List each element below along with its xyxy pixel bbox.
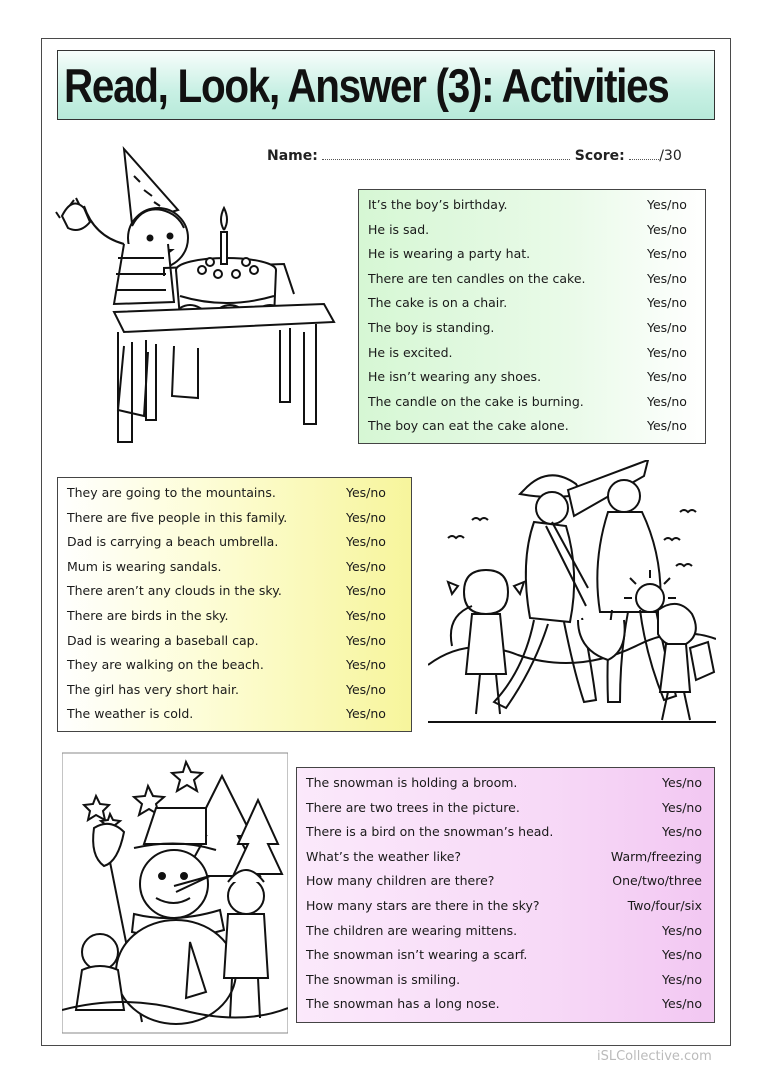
question-row: [58, 679, 411, 704]
question-row: [58, 507, 411, 532]
question-row: [297, 846, 714, 871]
question-text: He is wearing a party hat.: [368, 246, 531, 262]
answer-options[interactable]: Yes/no: [346, 657, 386, 673]
question-text: They are walking on the beach.: [67, 657, 264, 673]
question-row: [58, 482, 411, 507]
question-text: The weather is cold.: [67, 706, 194, 722]
answer-options[interactable]: Yes/no: [662, 799, 702, 815]
answer-options[interactable]: Yes/no: [346, 583, 386, 599]
question-text: There are five people in this family.: [67, 509, 288, 525]
answer-options[interactable]: Yes/no: [647, 295, 687, 311]
question-text: He isn’t wearing any shoes.: [368, 369, 542, 385]
answer-options[interactable]: Yes/no: [647, 197, 687, 212]
answer-options[interactable]: Yes/no: [346, 681, 386, 697]
question-text: How many children are there?: [306, 873, 495, 889]
question-text: He is excited.: [368, 344, 453, 360]
question-row: [58, 531, 411, 556]
answer-options[interactable]: Yes/no: [346, 534, 386, 550]
question-text: There are birds in the sky.: [67, 607, 229, 623]
question-text: The children are wearing mittens.: [306, 922, 518, 938]
question-text: The snowman has a long nose.: [306, 996, 500, 1012]
answer-options[interactable]: Yes/no: [647, 319, 687, 335]
question-text: They are going to the mountains.: [67, 485, 276, 500]
snowman-illustration: [62, 752, 288, 1034]
question-text: The girl has very short hair.: [67, 681, 239, 697]
question-text: The cake is on a chair.: [368, 295, 508, 311]
question-text: Dad is carrying a beach umbrella.: [67, 534, 279, 550]
question-text: What’s the weather like?: [306, 848, 462, 864]
answer-options[interactable]: Yes/no: [647, 369, 687, 385]
answer-options[interactable]: Yes/no: [647, 344, 687, 360]
birthday-questions: [358, 189, 706, 444]
answer-options[interactable]: Yes/no: [662, 947, 702, 963]
question-row: [359, 342, 705, 367]
question-row: [359, 317, 705, 342]
answer-options[interactable]: Yes/no: [346, 485, 386, 500]
beach-questions: [57, 477, 412, 732]
question-text: There is a bird on the snowman’s head.: [306, 824, 554, 840]
answer-options[interactable]: Yes/no: [346, 509, 386, 525]
answer-options[interactable]: One/two/three: [612, 873, 702, 889]
question-row: [297, 772, 714, 797]
question-text: The boy can eat the cake alone.: [368, 418, 569, 434]
question-text: The boy is standing.: [368, 319, 495, 335]
question-row: [359, 194, 705, 219]
answer-options[interactable]: Yes/no: [647, 393, 687, 409]
question-row: [58, 630, 411, 655]
answer-options[interactable]: Yes/no: [346, 607, 386, 623]
question-text: It’s the boy’s birthday.: [368, 197, 508, 212]
question-row: [359, 366, 705, 391]
score-total: /30: [659, 148, 682, 164]
question-text: There are ten candles on the cake.: [368, 270, 586, 286]
question-row: [58, 605, 411, 630]
question-row: [297, 895, 714, 920]
question-row: [359, 219, 705, 244]
question-row: [359, 391, 705, 416]
question-row: [297, 920, 714, 945]
question-text: There aren’t any clouds in the sky.: [67, 583, 282, 599]
answer-options[interactable]: Yes/no: [346, 632, 386, 648]
question-row: [297, 797, 714, 822]
question-text: Dad is wearing a baseball cap.: [67, 632, 259, 648]
question-text: How many stars are there in the sky?: [306, 897, 540, 913]
answer-options[interactable]: Yes/no: [662, 971, 702, 987]
birthday-boy-illustration: [54, 146, 338, 446]
watermark: iSLCollective.com: [597, 1049, 712, 1064]
question-row: [359, 268, 705, 293]
title-banner: [57, 50, 715, 120]
question-row: [359, 292, 705, 317]
answer-options[interactable]: Yes/no: [662, 996, 702, 1012]
question-row: [359, 243, 705, 268]
score-field[interactable]: [629, 149, 659, 160]
question-row: [297, 969, 714, 994]
question-text: The candle on the cake is burning.: [368, 393, 584, 409]
answer-options[interactable]: Yes/no: [647, 270, 687, 286]
question-row: [58, 703, 411, 728]
score-label: Score:: [574, 148, 625, 164]
answer-options[interactable]: Two/four/six: [627, 897, 702, 913]
answer-options[interactable]: Yes/no: [647, 246, 687, 262]
question-row: [297, 870, 714, 895]
question-row: [58, 556, 411, 581]
name-label: Name:: [267, 148, 318, 164]
answer-options[interactable]: Yes/no: [662, 775, 702, 790]
answer-options[interactable]: Yes/no: [346, 706, 386, 722]
answer-options[interactable]: Yes/no: [647, 418, 687, 434]
question-row: [359, 415, 705, 440]
question-text: He is sad.: [368, 221, 430, 237]
question-text: Mum is wearing sandals.: [67, 558, 222, 574]
answer-options[interactable]: Yes/no: [647, 221, 687, 237]
question-row: [58, 654, 411, 679]
question-row: [297, 821, 714, 846]
question-text: The snowman isn’t wearing a scarf.: [306, 947, 528, 963]
question-row: [58, 580, 411, 605]
question-text: The snowman is holding a broom.: [306, 775, 518, 790]
beach-family-illustration: [428, 460, 716, 736]
question-text: The snowman is smiling.: [306, 971, 461, 987]
question-row: [297, 944, 714, 969]
answer-options[interactable]: Yes/no: [662, 922, 702, 938]
answer-options[interactable]: Yes/no: [346, 558, 386, 574]
question-row: [297, 993, 714, 1018]
page-title: Read, Look, Answer (3): Activities: [64, 59, 669, 112]
name-field[interactable]: [322, 149, 570, 160]
answer-options[interactable]: Yes/no: [662, 824, 702, 840]
snowman-questions: [296, 767, 715, 1023]
question-text: There are two trees in the picture.: [306, 799, 520, 815]
answer-options[interactable]: Warm/freezing: [610, 848, 702, 864]
